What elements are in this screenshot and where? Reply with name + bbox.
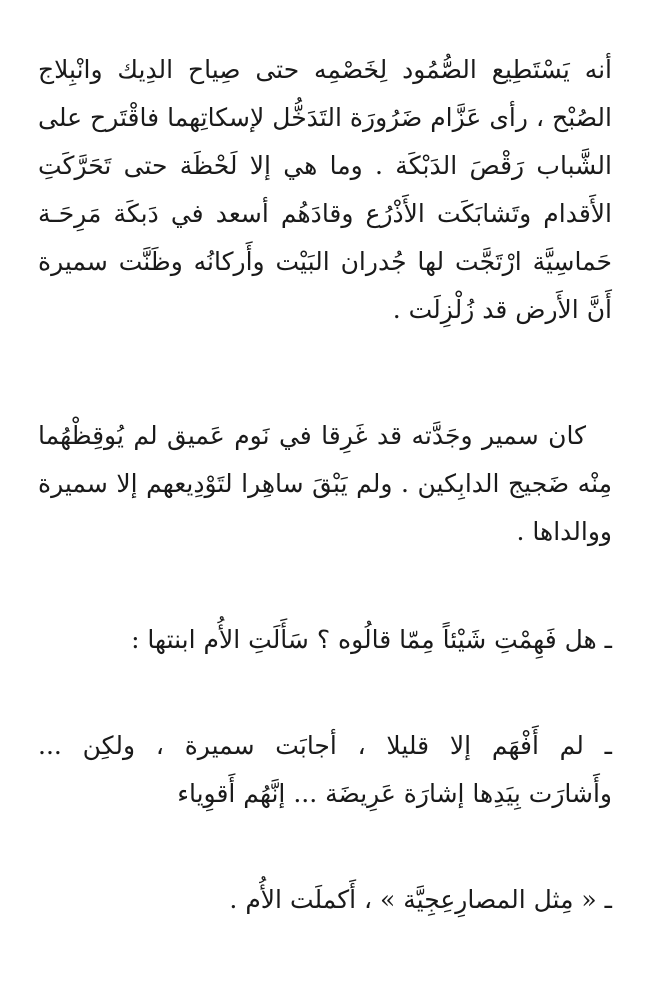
text-line: أَنَّ الأَرض قد زُلْزِلَت . [392, 295, 612, 324]
text-line: مِنْه ضَجيج الدابِكين . ولم يَبْقَ ساهِرا لتَوْدِيعهم إلا سميرة [38, 469, 612, 498]
text-line: حَماسِيَّة ارْتَجَّت لها جُدران البَيْت وأَركانُه وظَنَّت سميرة [38, 247, 612, 276]
dialogue-mother-question [38, 616, 612, 664]
paragraph-dabke [38, 46, 612, 334]
text-line: ـ هل فَهِمْتِ شَيْئاً مِمّا قالُوه ؟ سَأَلَتِ الأُم ابنتها : [131, 625, 612, 654]
dialogue-mother-completes [38, 876, 612, 924]
text-line: أنه يَسْتَطِيع الصُّمُود لِخَصْمِه حتى صِياح الدِيك وانْبِلاج [38, 55, 612, 84]
paragraph-sleeping [38, 412, 612, 556]
text-line: ـ « مِثل المصارِعِجِيَّة » ، أَكملَت الأُم . [229, 885, 612, 914]
text-line: كان سمير وجَدَّته قد غَرِقا في نَوم عَميق لم يُوقِظْهُما [38, 421, 586, 450]
text-line: الشَّباب رَقْصَ الدَبْكَة . وما هي إلا لَحْظَة حتى تَحَرَّكَتِ [38, 151, 612, 180]
dialogue-samira-answer [38, 722, 612, 818]
text-line: وأَشارَت بِيَدِها إشارَة عَرِيضَة ... إنَّهُم أَقوِياء [177, 779, 612, 808]
text-line: ووالداها . [516, 517, 612, 546]
text-line: الصُبْح ، رأى عَزَّام ضَرُورَة التَدَخُّل لإسكاتِهما فاقْتَرح على [38, 103, 612, 132]
text-line: الأَقدام وتَشابَكَت الأَذْرُع وقادَهُم أسعد في دَبكَة مَرِحَـة [38, 199, 612, 228]
text-line: ـ لم أَفْهَم إلا قليلا ، أجابَت سميرة ، ولكِن ... [38, 731, 612, 760]
